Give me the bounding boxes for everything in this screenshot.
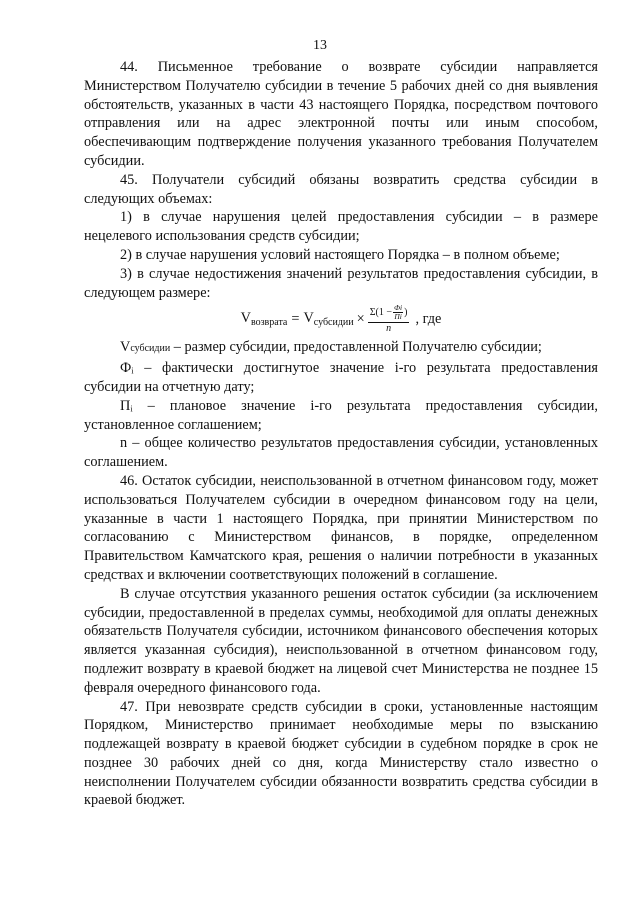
formula-denominator: n: [386, 323, 392, 335]
formula-rhs-symbol: V: [303, 310, 314, 327]
paragraph-45-item-1: 1) в случае нарушения целей предоставления субсидии – в размере нецелевого использования средств субсидии;: [84, 209, 598, 245]
formula-tail: , где: [415, 310, 442, 327]
formula-equals: =: [291, 310, 300, 327]
definition-n: n – общее количество результатов предоставления субсидии, установленных соглашением.: [84, 435, 598, 471]
formula-rhs-subscript: субсидии: [313, 317, 354, 329]
paragraph-45-item-3: 3) в случае недостижения значений результатов предоставления субсидии, в следующем размере:: [84, 265, 598, 301]
formula-inner-fraction: [393, 304, 403, 321]
paragraph-45-item-2: 2) в случае нарушения условий настоящего Порядка – в полном объеме;: [120, 246, 560, 263]
formula-numerator: [368, 304, 410, 323]
paragraph-44: 44. Письменное требование о возврате субсидии направляется Министерством Получателю субсидии в течение 5 рабочих дней со дня выявления обстоятельств, указанных в части 43 настоящего Порядка, посредством почтового отправления или на адрес электронной почты или иным способом, обеспечивающим подтверждение получения указанного требования Получателем субсидии.: [84, 59, 598, 169]
formula-lhs-symbol: V: [240, 310, 251, 327]
page-number: 13: [313, 38, 327, 53]
paragraph-46: 46. Остаток субсидии, неиспользованной в отчетном финансовом году, может использоваться Получателем субсидии в очередном финансовом году на цели, указанные в части 1 настоящего Порядка, при принятии Министерством по согласованию с Министерством финансов, в порядке, определенном Правительством Камчатского края, решения о наличии потребности в указанных средствах и включении соответствующих положений в соглашение.: [84, 472, 598, 583]
formula-inner-numerator: Фi: [394, 303, 403, 313]
definition-v-symbol: V: [120, 339, 131, 356]
formula-fraction: [368, 304, 410, 334]
definition-v-subsidy: [84, 338, 598, 359]
formula-inner-denominator: Пi: [394, 312, 402, 322]
formula-lhs-subscript: возврата: [250, 317, 288, 329]
paragraph-46-continuation: В случае отсутствия указанного решения остаток субсидии (за исключением субсидии, предоставленной в пределах суммы, необходимой для оплаты денежных обязательств Получателя субсидии, источником финансового обеспечения которых является указанная субсидия), неиспользованной в отчетном финансовом году, подлежит возврату в краевой бюджет на лицевой счет Министерства не позднее 15 февраля очередного финансового года.: [84, 585, 598, 696]
formula-times: ×: [356, 310, 365, 327]
formula-sum-open: Σ(1 −: [369, 307, 392, 319]
formula-sum-close: ): [404, 307, 408, 319]
definition-phi: Фᵢ – фактически достигнутое значение i-го результата предоставления субсидии на отчетную дату;: [84, 360, 598, 395]
definition-v-subscript: субсидии: [130, 343, 171, 355]
definition-v-text: – размер субсидии, предоставленной Получателю субсидии;: [170, 339, 542, 356]
paragraph-45: 45. Получатели субсидий обязаны возвратить средства субсидии в следующих объемах:: [84, 171, 598, 207]
formula-lhs: [241, 310, 288, 328]
paragraph-47: 47. При невозврате средств субсидии в сроки, установленные настоящим Порядком, Министерство принимает необходимые меры по взысканию подлежащей возврату в краевой бюджет субсидии в судебном порядке в срок не позднее 30 рабочих дней со дня, когда Министерству стало известно о неисполнении Получателем субсидии обязанности возвратить средства субсидии в краевой бюджет.: [84, 698, 598, 809]
refund-formula: [84, 304, 598, 334]
document-body: [84, 58, 598, 810]
definition-p: Пᵢ – плановое значение i-го результата предоставления субсидии, установленное соглашением;: [84, 397, 598, 433]
formula-rhs: [303, 310, 353, 328]
